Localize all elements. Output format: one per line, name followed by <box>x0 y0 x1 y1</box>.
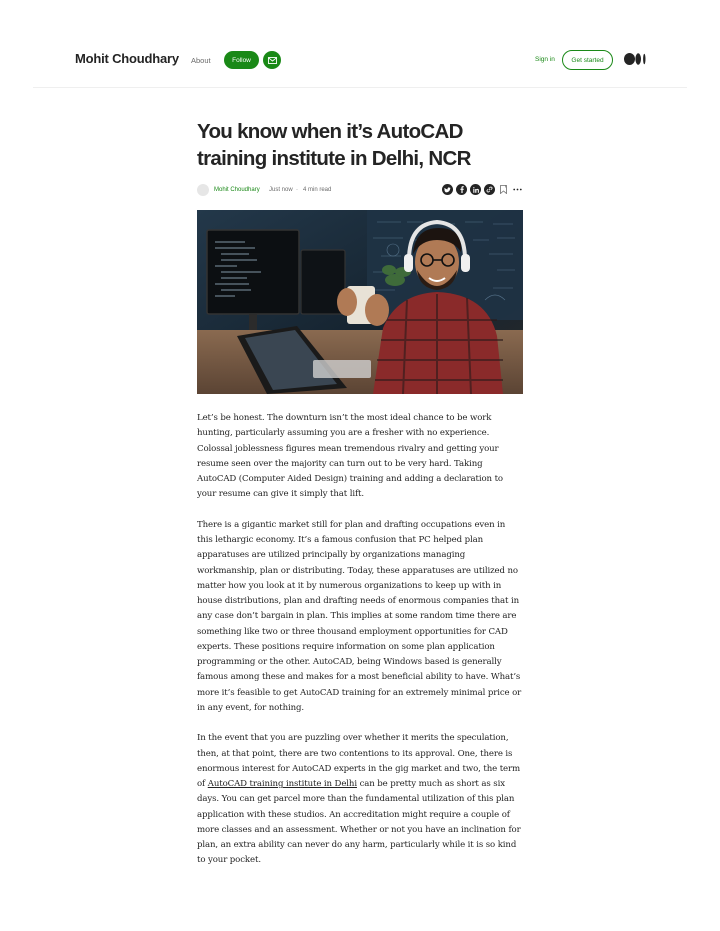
hero-image <box>197 210 523 394</box>
article-meta <box>197 183 523 199</box>
author-avatar[interactable] <box>197 184 209 196</box>
facebook-icon[interactable] <box>456 184 467 195</box>
subscribe-email-button[interactable] <box>263 51 281 69</box>
article-body <box>197 411 523 869</box>
paragraph <box>197 731 523 868</box>
link-icon[interactable] <box>484 184 495 195</box>
twitter-icon[interactable] <box>442 184 453 195</box>
read-time: 4 min read <box>303 187 332 193</box>
top-navigation <box>33 45 687 88</box>
share-actions <box>442 184 523 195</box>
medium-logo-icon[interactable] <box>624 53 646 65</box>
article <box>197 118 523 884</box>
more-icon[interactable] <box>512 184 523 195</box>
about-link[interactable]: About <box>191 56 211 65</box>
paragraph: There is a gigantic market still for plan and drafting occupations even in this lethargic economy. It’s a famous confusion that PC helped plan apparatuses are utilized principally by organizations managing workmanship, plan or distributing. Today, these apparatuses are utilized no matter how you look at it by numerous organizations to keep up with in house distributions, plan and drafting needs of enormous companies that in any case don’t bargain in plan. This implies at some random time there are something like two or three thousand employment opportunities for CAD experts. These positions require information on some plan application programming or the other. AutoCAD, being Windows based is generally famous among these and makes for a most beneficial ability to have. What’s more it’s feasible to get AutoCAD training for an extremely minimal price or in any event, for nothing. <box>197 519 522 713</box>
autocad-training-link[interactable]: AutoCAD training institute in Delhi <box>207 779 357 790</box>
mail-icon <box>268 57 277 64</box>
paragraph-text: can be pretty much as short as six days. You can get parcel more than the fundamental utilization of this plan application with these studios. An accreditation might require a couple of more classes and an assessment. Whether or not you have an inclination for plan, an extra ability can never do any harm, particularly while it is so kind to your pocket. <box>197 779 521 866</box>
get-started-button[interactable]: Get started <box>562 50 613 70</box>
hero-illustration <box>197 210 523 394</box>
article-title: You know when it’s AutoCAD training institute in Delhi, NCR <box>197 120 471 170</box>
meta-separator: · <box>296 187 298 193</box>
publish-time: Just now <box>269 187 293 193</box>
paragraph: Let’s be honest. The downturn isn’t the most ideal chance to be work hunting, particularly assuming you are a fresher with no experience. Colossal joblessness figures mean tremendous rivalry and getting your resume seen over the majority can turn out to be very hard. Taking AutoCAD (Computer Aided Design) training and adding a declaration to your resume can give it simply that lift. <box>197 413 503 500</box>
bookmark-icon[interactable] <box>498 184 509 195</box>
author-name[interactable]: Mohit Choudhary <box>214 187 260 193</box>
linkedin-icon[interactable] <box>470 184 481 195</box>
paragraph-text: In the event that you are puzzling over whether it merits the speculation, then, at that point, there are two contentions to its approval. One, there is enormous interest for AutoCAD experts in the gig market and two, the term of <box>197 733 521 790</box>
follow-button[interactable]: Follow <box>224 51 259 69</box>
sign-in-link[interactable]: Sign in <box>535 56 555 63</box>
publication-brand[interactable]: Mohit Choudhary <box>75 51 179 66</box>
